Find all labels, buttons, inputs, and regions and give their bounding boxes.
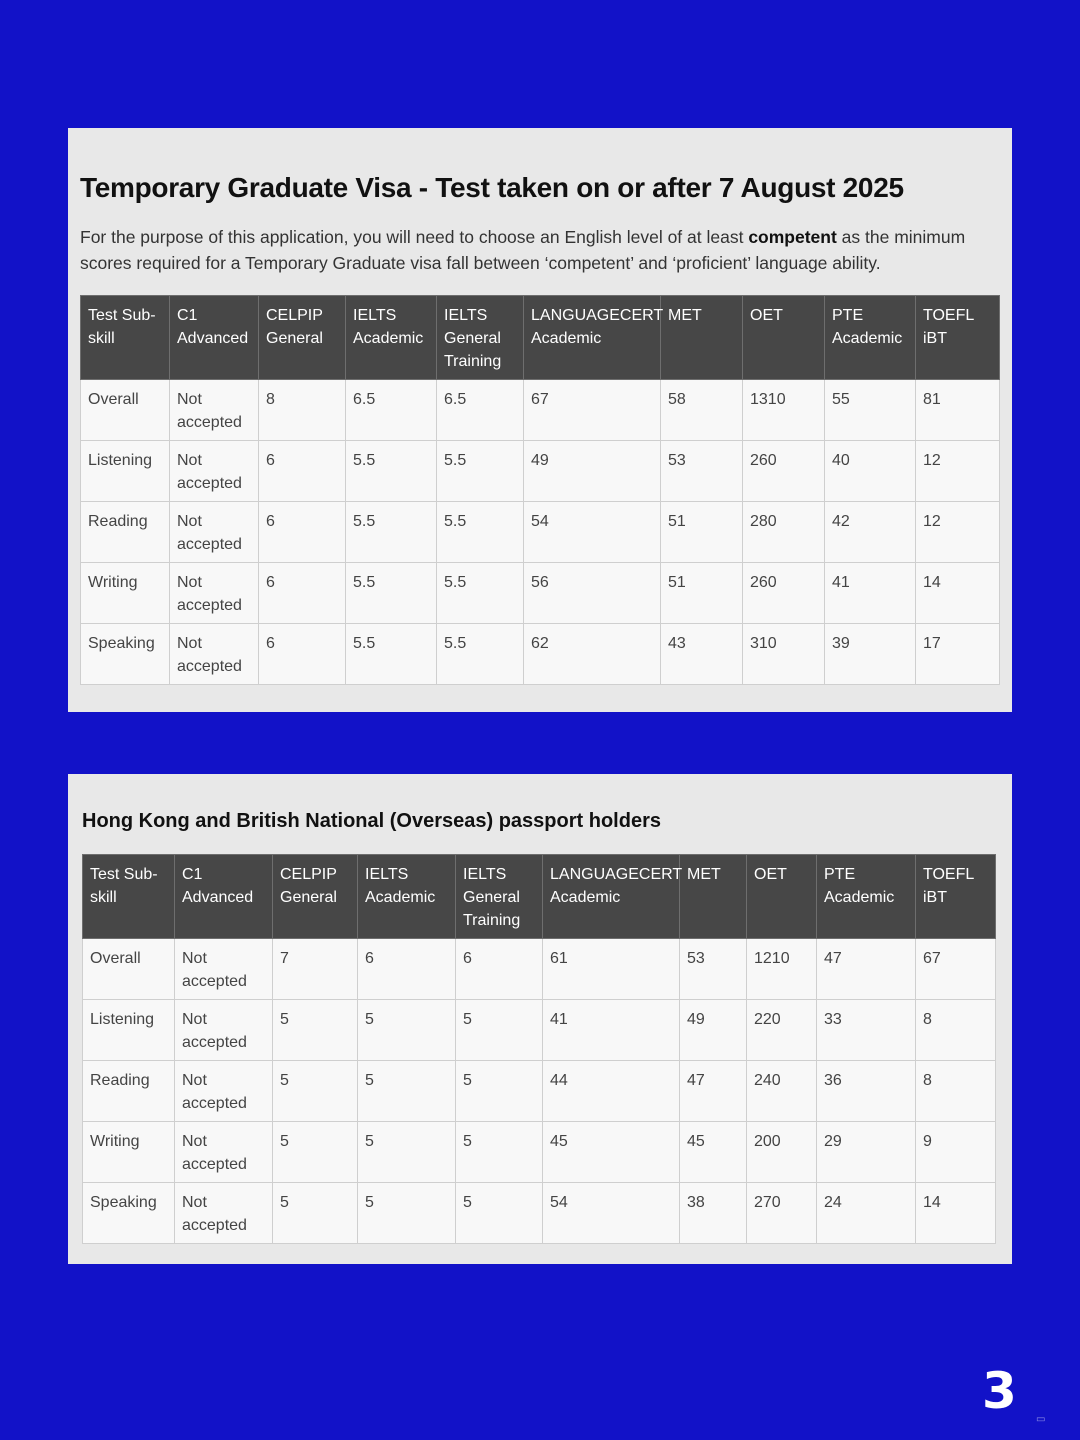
row-label: Reading xyxy=(81,502,170,563)
column-header-test-sub-skill: Test Sub-skill xyxy=(83,855,175,939)
row-label: Listening xyxy=(81,441,170,502)
row-label: Speaking xyxy=(83,1183,175,1244)
score-cell-celpip-general: 6 xyxy=(259,624,346,685)
score-cell-toefl-ibt: 8 xyxy=(916,1000,996,1061)
score-cell-pte-academic: 24 xyxy=(817,1183,916,1244)
column-header-c1-advanced: C1 Advanced xyxy=(170,296,259,380)
score-cell-languagecert-academic: 41 xyxy=(543,1000,680,1061)
score-cell-ielts-academic: 5.5 xyxy=(346,563,437,624)
score-cell-oet: 220 xyxy=(747,1000,817,1061)
score-cell-celpip-general: 7 xyxy=(273,939,358,1000)
score-cell-ielts-academic: 5 xyxy=(358,1183,456,1244)
header-row xyxy=(81,296,1000,380)
score-cell-oet: 270 xyxy=(747,1183,817,1244)
score-cell-celpip-general: 5 xyxy=(273,1061,358,1122)
score-cell-ielts-academic: 5.5 xyxy=(346,624,437,685)
score-cell-oet: 200 xyxy=(747,1122,817,1183)
score-cell-languagecert-academic: 54 xyxy=(524,502,661,563)
section-title: Temporary Graduate Visa - Test taken on or after 7 August 2025 xyxy=(80,172,904,203)
score-cell-ielts-general-training: 5 xyxy=(456,1122,543,1183)
column-header-celpip-general: CELPIP General xyxy=(259,296,346,380)
score-cell-pte-academic: 36 xyxy=(817,1061,916,1122)
intro-text-start: For the purpose of this application, you will need to choose an English level of at least xyxy=(80,227,749,247)
score-cell-languagecert-academic: 62 xyxy=(524,624,661,685)
score-cell-languagecert-academic: 56 xyxy=(524,563,661,624)
score-cell-toefl-ibt: 14 xyxy=(916,563,1000,624)
column-header-celpip-general: CELPIP General xyxy=(273,855,358,939)
score-cell-c1-advanced: Not accepted xyxy=(175,1183,273,1244)
score-cell-oet: 280 xyxy=(743,502,825,563)
score-cell-celpip-general: 8 xyxy=(259,380,346,441)
row-label: Overall xyxy=(83,939,175,1000)
score-cell-ielts-general-training: 5.5 xyxy=(437,624,524,685)
score-cell-languagecert-academic: 49 xyxy=(524,441,661,502)
score-cell-toefl-ibt: 9 xyxy=(916,1122,996,1183)
score-cell-languagecert-academic: 54 xyxy=(543,1183,680,1244)
table-row-overall xyxy=(83,939,996,1000)
score-cell-celpip-general: 6 xyxy=(259,563,346,624)
score-cell-pte-academic: 33 xyxy=(817,1000,916,1061)
score-cell-met: 47 xyxy=(680,1061,747,1122)
score-cell-celpip-general: 5 xyxy=(273,1000,358,1061)
column-header-toefl-ibt: TOEFL iBT xyxy=(916,296,1000,380)
header-row xyxy=(83,855,996,939)
row-label: Speaking xyxy=(81,624,170,685)
row-label: Reading xyxy=(83,1061,175,1122)
score-cell-languagecert-academic: 45 xyxy=(543,1122,680,1183)
score-cell-toefl-ibt: 8 xyxy=(916,1061,996,1122)
score-cell-ielts-general-training: 5.5 xyxy=(437,502,524,563)
score-table xyxy=(82,854,996,1244)
score-cell-ielts-academic: 5 xyxy=(358,1122,456,1183)
table-row-speaking xyxy=(81,624,1000,685)
score-cell-pte-academic: 41 xyxy=(825,563,916,624)
score-cell-ielts-general-training: 6 xyxy=(456,939,543,1000)
page-number: 3 xyxy=(982,1362,1017,1420)
score-cell-ielts-academic: 5.5 xyxy=(346,502,437,563)
score-cell-pte-academic: 42 xyxy=(825,502,916,563)
column-header-oet: OET xyxy=(747,855,817,939)
score-cell-ielts-general-training: 5.5 xyxy=(437,441,524,502)
column-header-met: MET xyxy=(661,296,743,380)
column-header-c1-advanced: C1 Advanced xyxy=(175,855,273,939)
table-row-reading xyxy=(83,1061,996,1122)
score-cell-c1-advanced: Not accepted xyxy=(170,563,259,624)
column-header-pte-academic: PTE Academic xyxy=(817,855,916,939)
score-cell-pte-academic: 39 xyxy=(825,624,916,685)
score-cell-met: 43 xyxy=(661,624,743,685)
intro-text-end: as the minimum scores required for a Temporary Graduate visa fall between ‘competent’ and ‘proficient’ language ability. xyxy=(80,227,966,273)
score-cell-met: 38 xyxy=(680,1183,747,1244)
intro-paragraph xyxy=(80,224,1000,276)
score-cell-oet: 310 xyxy=(743,624,825,685)
score-cell-c1-advanced: Not accepted xyxy=(175,1000,273,1061)
score-cell-c1-advanced: Not accepted xyxy=(170,502,259,563)
score-cell-toefl-ibt: 67 xyxy=(916,939,996,1000)
score-cell-met: 58 xyxy=(661,380,743,441)
score-cell-ielts-general-training: 5 xyxy=(456,1061,543,1122)
score-cell-languagecert-academic: 44 xyxy=(543,1061,680,1122)
score-cell-celpip-general: 5 xyxy=(273,1183,358,1244)
column-header-languagecert-academic: LANGUAGECERT Academic xyxy=(543,855,680,939)
score-cell-c1-advanced: Not accepted xyxy=(175,1061,273,1122)
column-header-ielts-general-training: IELTS General Training xyxy=(437,296,524,380)
score-cell-ielts-general-training: 5 xyxy=(456,1000,543,1061)
score-cell-pte-academic: 47 xyxy=(817,939,916,1000)
table-row-overall xyxy=(81,380,1000,441)
score-cell-c1-advanced: Not accepted xyxy=(175,939,273,1000)
score-cell-celpip-general: 6 xyxy=(259,441,346,502)
score-cell-ielts-general-training: 5.5 xyxy=(437,563,524,624)
score-cell-met: 51 xyxy=(661,502,743,563)
score-cell-c1-advanced: Not accepted xyxy=(170,624,259,685)
score-cell-toefl-ibt: 12 xyxy=(916,502,1000,563)
score-cell-languagecert-academic: 67 xyxy=(524,380,661,441)
score-cell-met: 53 xyxy=(680,939,747,1000)
score-cell-ielts-academic: 6 xyxy=(358,939,456,1000)
column-header-toefl-ibt: TOEFL iBT xyxy=(916,855,996,939)
score-cell-languagecert-academic: 61 xyxy=(543,939,680,1000)
score-cell-toefl-ibt: 81 xyxy=(916,380,1000,441)
column-header-ielts-general-training: IELTS General Training xyxy=(456,855,543,939)
score-cell-celpip-general: 6 xyxy=(259,502,346,563)
table-row-listening xyxy=(83,1000,996,1061)
column-header-ielts-academic: IELTS Academic xyxy=(358,855,456,939)
score-cell-toefl-ibt: 14 xyxy=(916,1183,996,1244)
hong-kong-bno-card xyxy=(68,774,1012,1264)
table-row-listening xyxy=(81,441,1000,502)
row-label: Overall xyxy=(81,380,170,441)
watermark-logo: ▭ xyxy=(1036,1414,1046,1425)
section-title: Hong Kong and British National (Overseas) passport holders xyxy=(82,810,661,832)
score-cell-toefl-ibt: 17 xyxy=(916,624,1000,685)
score-cell-oet: 260 xyxy=(743,441,825,502)
score-table xyxy=(80,295,1000,685)
score-cell-pte-academic: 29 xyxy=(817,1122,916,1183)
column-header-ielts-academic: IELTS Academic xyxy=(346,296,437,380)
score-cell-ielts-general-training: 5 xyxy=(456,1183,543,1244)
score-cell-toefl-ibt: 12 xyxy=(916,441,1000,502)
table-row-speaking xyxy=(83,1183,996,1244)
row-label: Writing xyxy=(83,1122,175,1183)
score-cell-met: 45 xyxy=(680,1122,747,1183)
score-cell-celpip-general: 5 xyxy=(273,1122,358,1183)
table-row-writing xyxy=(83,1122,996,1183)
column-header-test-sub-skill: Test Sub-skill xyxy=(81,296,170,380)
intro-bold-competent: competent xyxy=(748,227,837,247)
score-cell-ielts-general-training: 6.5 xyxy=(437,380,524,441)
row-label: Listening xyxy=(83,1000,175,1061)
column-header-oet: OET xyxy=(743,296,825,380)
score-cell-met: 49 xyxy=(680,1000,747,1061)
table-row-writing xyxy=(81,563,1000,624)
score-cell-oet: 260 xyxy=(743,563,825,624)
score-cell-c1-advanced: Not accepted xyxy=(170,441,259,502)
score-cell-oet: 1210 xyxy=(747,939,817,1000)
temporary-graduate-card xyxy=(68,128,1012,712)
score-cell-pte-academic: 40 xyxy=(825,441,916,502)
score-cell-ielts-academic: 5 xyxy=(358,1061,456,1122)
column-header-met: MET xyxy=(680,855,747,939)
column-header-languagecert-academic: LANGUAGECERT Academic xyxy=(524,296,661,380)
row-label: Writing xyxy=(81,563,170,624)
score-cell-oet: 240 xyxy=(747,1061,817,1122)
score-cell-pte-academic: 55 xyxy=(825,380,916,441)
score-cell-ielts-academic: 5.5 xyxy=(346,441,437,502)
score-cell-met: 53 xyxy=(661,441,743,502)
score-cell-ielts-academic: 6.5 xyxy=(346,380,437,441)
table-row-reading xyxy=(81,502,1000,563)
score-cell-oet: 1310 xyxy=(743,380,825,441)
score-cell-ielts-academic: 5 xyxy=(358,1000,456,1061)
score-cell-c1-advanced: Not accepted xyxy=(170,380,259,441)
score-cell-met: 51 xyxy=(661,563,743,624)
column-header-pte-academic: PTE Academic xyxy=(825,296,916,380)
score-cell-c1-advanced: Not accepted xyxy=(175,1122,273,1183)
